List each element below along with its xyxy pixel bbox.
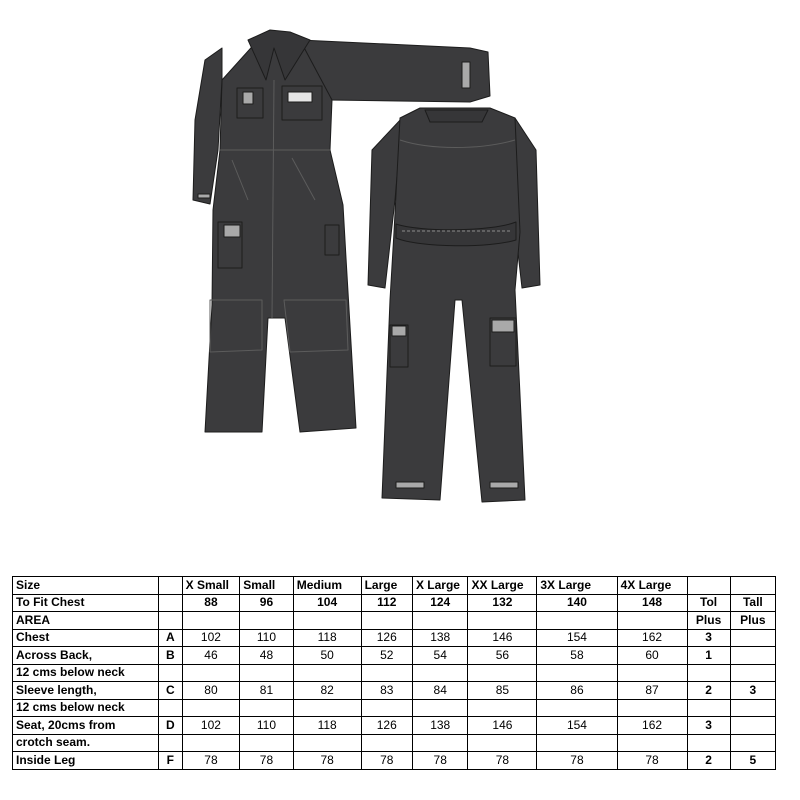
size-header: XX Large [468, 577, 537, 595]
size-chart-table [12, 576, 776, 770]
tol-value: 3 [687, 717, 730, 735]
measurement-value: 81 [240, 682, 293, 700]
measurement-value: 78 [182, 752, 240, 770]
measurement-value: 82 [293, 682, 361, 700]
measurement-value: 110 [240, 717, 293, 735]
tol-value: 3 [687, 629, 730, 647]
measurement-value: 87 [617, 682, 687, 700]
area-label: AREA [13, 612, 159, 630]
measurement-label-note: 12 cms below neck [13, 664, 159, 682]
measurement-value: 48 [240, 647, 293, 665]
measurement-letter: D [159, 717, 183, 735]
measurement-value: 162 [617, 717, 687, 735]
measurement-value: 118 [293, 629, 361, 647]
measurement-value: 78 [537, 752, 617, 770]
measurement-value: 54 [412, 647, 468, 665]
measurement-label: Across Back, [13, 647, 159, 665]
measurement-value: 78 [617, 752, 687, 770]
measurement-label-note: 12 cms below neck [13, 699, 159, 717]
measurement-value: 138 [412, 629, 468, 647]
size-header: Medium [293, 577, 361, 595]
measurement-row-across-back [13, 647, 776, 665]
measurement-value: 146 [468, 629, 537, 647]
fit-chest-label: To Fit Chest [13, 594, 159, 612]
measurement-row-seat [13, 717, 776, 735]
tall-value [730, 647, 775, 665]
measurement-value: 78 [361, 752, 412, 770]
measurement-value: 110 [240, 629, 293, 647]
tall-value: 3 [730, 682, 775, 700]
tall-plus-label: Plus [730, 612, 775, 630]
fit-chest-value: 124 [412, 594, 468, 612]
measurement-row-across-back-note [13, 664, 776, 682]
measurement-label: Chest [13, 629, 159, 647]
measurement-value: 102 [182, 717, 240, 735]
measurement-label: Seat, 20cms from [13, 717, 159, 735]
tol-value: 2 [687, 752, 730, 770]
measurement-value: 78 [293, 752, 361, 770]
tall-value [730, 629, 775, 647]
size-header: 4X Large [617, 577, 687, 595]
measurement-row-inside-leg [13, 752, 776, 770]
measurement-value: 154 [537, 717, 617, 735]
measurement-value: 154 [537, 629, 617, 647]
size-header: Large [361, 577, 412, 595]
tall-value: 5 [730, 752, 775, 770]
measurement-value: 52 [361, 647, 412, 665]
fit-chest-row [13, 594, 776, 612]
fit-chest-value: 148 [617, 594, 687, 612]
measurement-value: 126 [361, 717, 412, 735]
measurement-row-seat-note [13, 734, 776, 752]
tol-value: 2 [687, 682, 730, 700]
fit-chest-value: 132 [468, 594, 537, 612]
measurement-value: 60 [617, 647, 687, 665]
measurement-label: Sleeve length, [13, 682, 159, 700]
tol-header: Tol [687, 594, 730, 612]
tol-value: 1 [687, 647, 730, 665]
measurement-value: 84 [412, 682, 468, 700]
measurement-value: 56 [468, 647, 537, 665]
measurement-value: 138 [412, 717, 468, 735]
tall-header: Tall [730, 594, 775, 612]
measurement-label: Inside Leg [13, 752, 159, 770]
measurement-value: 46 [182, 647, 240, 665]
measurement-value: 50 [293, 647, 361, 665]
measurement-letter: F [159, 752, 183, 770]
measurement-letter: C [159, 682, 183, 700]
measurement-value: 126 [361, 629, 412, 647]
measurement-row-chest [13, 629, 776, 647]
size-header: 3X Large [537, 577, 617, 595]
fit-chest-value: 96 [240, 594, 293, 612]
size-header: Small [240, 577, 293, 595]
measurement-value: 86 [537, 682, 617, 700]
area-row [13, 612, 776, 630]
tol-plus-label: Plus [687, 612, 730, 630]
coverall-back-view [368, 108, 540, 502]
measurement-letter: A [159, 629, 183, 647]
measurement-value: 78 [240, 752, 293, 770]
measurement-value: 85 [468, 682, 537, 700]
fit-chest-value: 112 [361, 594, 412, 612]
fit-chest-value: 140 [537, 594, 617, 612]
size-header: X Large [412, 577, 468, 595]
measurement-value: 102 [182, 629, 240, 647]
fit-chest-value: 88 [182, 594, 240, 612]
measurement-value: 78 [412, 752, 468, 770]
measurement-value: 58 [537, 647, 617, 665]
measurement-value: 146 [468, 717, 537, 735]
measurement-value: 83 [361, 682, 412, 700]
measurement-row-sleeve-length [13, 682, 776, 700]
size-label: Size [13, 577, 159, 595]
size-header-row [13, 577, 776, 595]
measurement-row-sleeve-length-note [13, 699, 776, 717]
measurement-letter: B [159, 647, 183, 665]
measurement-value: 80 [182, 682, 240, 700]
measurement-value: 162 [617, 629, 687, 647]
measurement-label-note: crotch seam. [13, 734, 159, 752]
measurement-value: 118 [293, 717, 361, 735]
fit-chest-value: 104 [293, 594, 361, 612]
size-header: X Small [182, 577, 240, 595]
measurement-value: 78 [468, 752, 537, 770]
tall-value [730, 717, 775, 735]
